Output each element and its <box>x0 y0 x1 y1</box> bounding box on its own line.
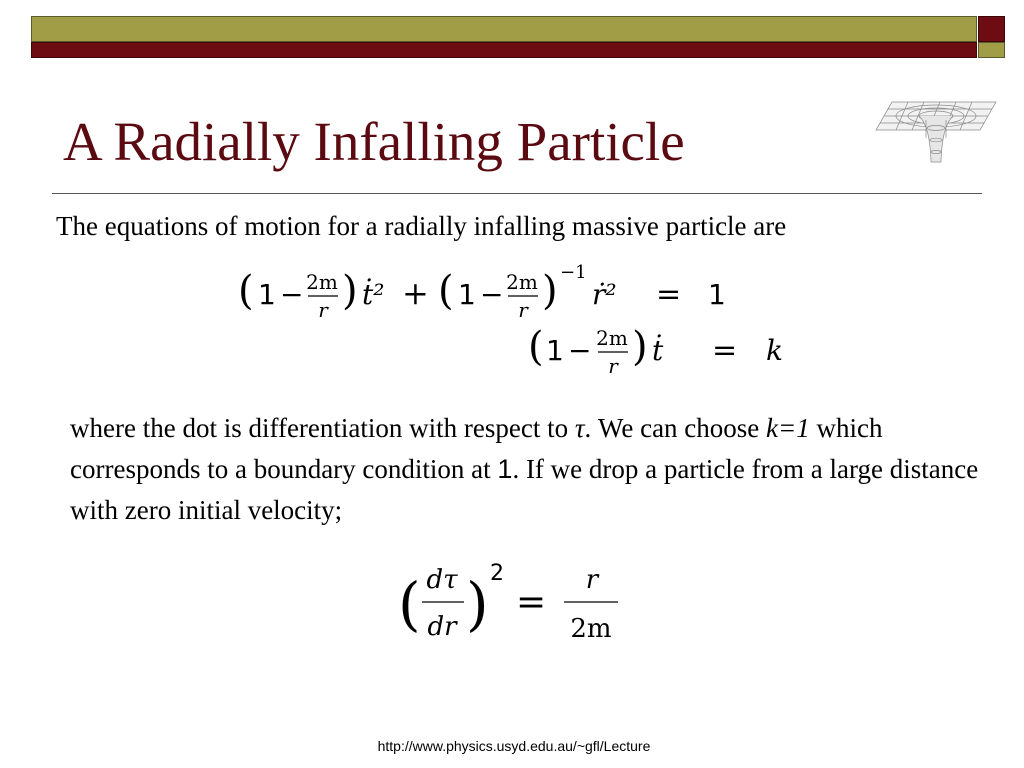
body-text-4: . If we drop a particle from a large distance with zero initial velocity; <box>70 454 979 525</box>
slide-title: A Radially Infalling Particle <box>63 111 685 172</box>
eq1-frac-den-2: r <box>518 298 528 322</box>
eq3-rhs-den: 2m <box>570 614 612 644</box>
footer-url[interactable]: http://www.physics.usyd.edu.au/~gfl/Lecture <box>377 738 651 754</box>
paren-open-3: ( <box>528 324 544 370</box>
header-band-olive <box>31 16 977 42</box>
eq1-rdot-squared: ṙ² <box>592 278 617 311</box>
eq1-one: 1 <box>258 278 276 311</box>
k-equals-one: k=1 <box>766 413 810 443</box>
eq1-minus: − <box>280 278 304 311</box>
gravity-well-icon <box>874 98 998 166</box>
eq1-frac-num: 2m <box>306 270 338 294</box>
eq3-paren-open: ( <box>398 570 421 638</box>
paren-close: ) <box>342 268 358 314</box>
boundary-value: 1 <box>497 454 513 484</box>
paren-open: ( <box>238 268 254 314</box>
paren-open-2: ( <box>438 268 454 314</box>
eq1-exponent: −1 <box>560 262 587 283</box>
eq2-frac-num: 2m <box>596 326 628 350</box>
eq1-one-2: 1 <box>458 278 476 311</box>
header-band-red <box>31 42 977 58</box>
paren-close-3: ) <box>632 324 648 370</box>
body-paragraph <box>70 408 980 531</box>
eq2-minus: − <box>568 334 592 367</box>
eq1-frac-den: r <box>318 298 328 322</box>
eq3-equals: = <box>516 582 547 623</box>
eq1-minus-2: − <box>480 278 504 311</box>
body-text-3: which corresponds to a boundary condition at <box>70 413 883 484</box>
body-text-1: where the dot is differentiation with respect to <box>70 413 575 443</box>
eq2-one: 1 <box>546 334 564 367</box>
eq1-rhs: 1 <box>708 278 726 311</box>
header-square-red <box>978 16 1005 42</box>
eq2-equals: = <box>712 333 738 368</box>
eq1-plus: + <box>402 274 429 312</box>
intro-text: The equations of motion for a radially infalling massive particle are <box>56 211 787 241</box>
eq3-rhs-num: r <box>585 565 599 595</box>
proper-time-equation <box>398 556 628 651</box>
eq3-exponent: 2 <box>490 561 504 586</box>
paren-close-2: ) <box>542 268 558 314</box>
eq1-frac-num-2: 2m <box>506 270 538 294</box>
eq2-frac-den: r <box>608 354 618 378</box>
eq1-equals: = <box>656 277 682 312</box>
body-text-2: . We can choose <box>584 413 767 443</box>
eq3-denominator: dr <box>427 612 457 642</box>
equations-of-motion <box>238 258 798 378</box>
eq2-tdot: ṫ <box>652 334 664 367</box>
header-square-olive <box>978 42 1005 58</box>
tau-symbol: τ <box>574 413 585 443</box>
eq3-paren-close: ) <box>466 570 489 638</box>
eq2-rhs: k <box>766 334 783 367</box>
eq3-numerator: dτ <box>426 565 458 595</box>
title-divider <box>52 193 982 194</box>
eq1-tdot-squared: ṫ² <box>362 278 385 311</box>
